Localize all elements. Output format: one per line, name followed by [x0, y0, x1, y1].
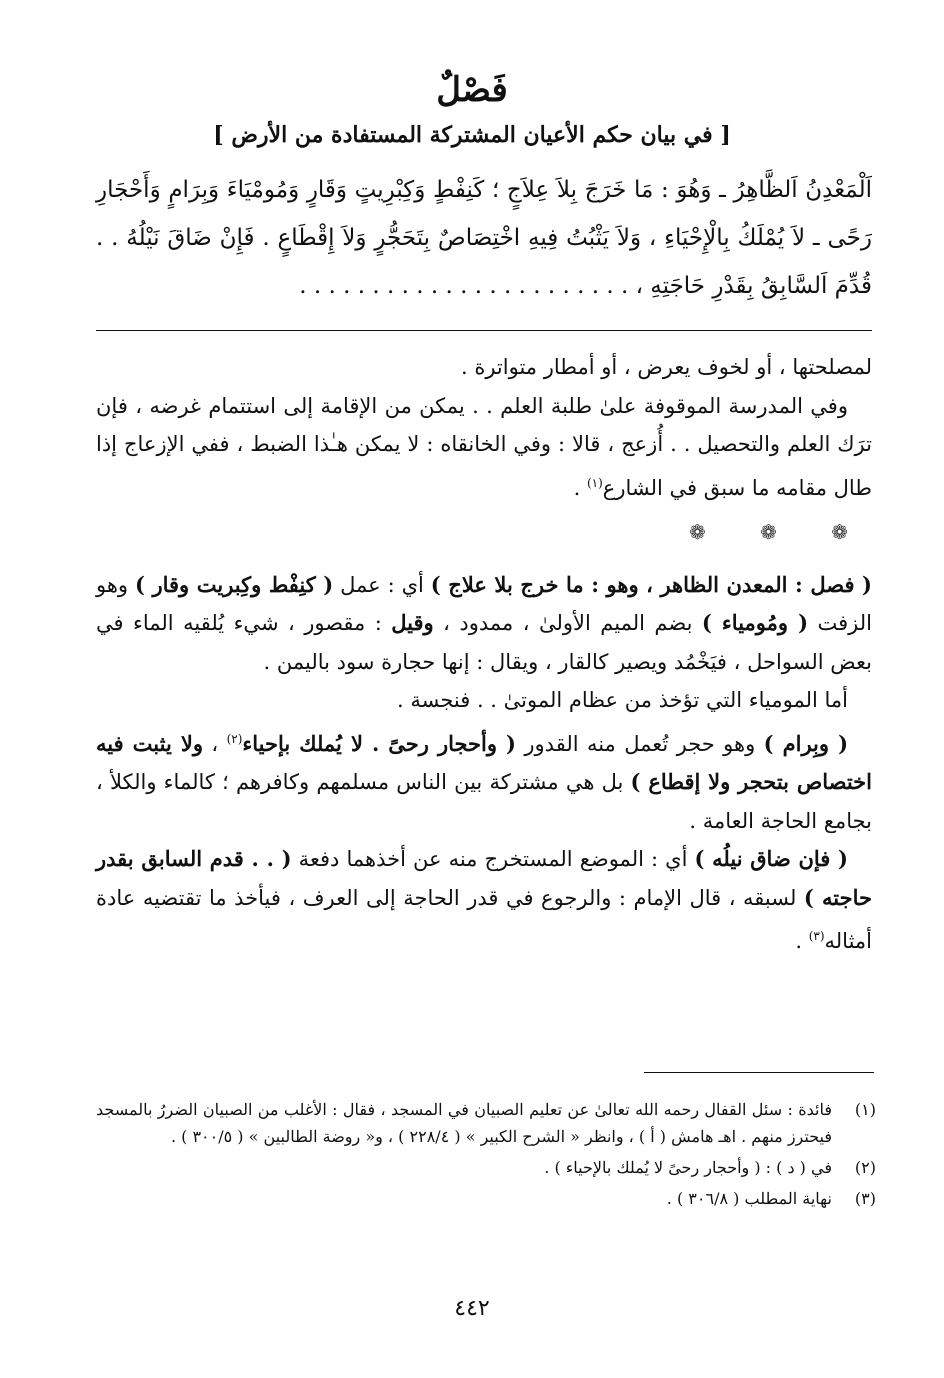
footnote-number: (٢)	[854, 1158, 876, 1177]
footnote-number: (١)	[854, 1100, 876, 1119]
section-heading: فَصْلٌ	[436, 70, 508, 110]
paragraph-text: لسبقه ، قال الإمام : والرجوع في قدر الحاجة إلى العرف ، فيأخذ ما تقتضيه عادة أمثاله	[96, 885, 872, 953]
matn-quote: ( وبِرام )	[763, 730, 848, 756]
matn-quote: ( ومُومياء )	[701, 610, 809, 635]
commentary-paragraph-1	[96, 348, 872, 387]
paragraph-text: أما المومياء التي تؤخذ من عظام الموتىٰ . . فنجسة .	[397, 688, 848, 712]
section-separator-stars: ❁ ❁ ❁	[689, 520, 872, 544]
paragraph-text: أي : الموضع المستخرج منه عن أخذهما دفعة	[291, 847, 695, 871]
page-number: ٤٤٢	[454, 1296, 490, 1321]
footnote-ref-1[interactable]: (١)	[586, 475, 603, 490]
footnote-ref-2[interactable]: (٢)	[226, 731, 243, 746]
footnote-text: نهاية المطلب ( ٣٠٦/٨ ) .	[666, 1189, 832, 1208]
footnote-ref-3[interactable]: (٣)	[808, 929, 825, 943]
commentary-body	[96, 348, 872, 961]
commentary-paragraph-3	[96, 566, 872, 682]
matn-quote: وقيل	[391, 610, 434, 635]
matn-quote: ولا يثبت فيه اختصاص بتحجر ولا إقطاع )	[96, 730, 872, 794]
paragraph-text: وفي المدرسة الموقوفة علىٰ طلبة العلم . . يمكن من الإقامة إلى استتمام غرضه ، فإن ترَك العلم والتحصيل . . أُزعج ، قالا : وفي الخانقاه : لا يمكن هـٰذا الضبط ، ففي الإزعاج إذا طال مقامه ما سبق في الشارع	[96, 393, 872, 500]
matn-quote: ( وأحجار رحىً . لا يُملك بإحياء	[242, 730, 516, 756]
footnote-number: (٣)	[854, 1189, 876, 1208]
commentary-paragraph-5	[96, 720, 872, 841]
paragraph-text: .	[573, 475, 587, 500]
footnote-text: فائدة : سئل القفال رحمه الله تعالىٰ عن تعليم الصبيان في المسجد ، فقال : الأغلب من الصبيان الضررُ بالمسجد فيحترز منهم . اهـ هامش ( أ ) ، وانظر « الشرح الكبير » ( ٢٢٨/٤ ) ، و« روضة الطالبين » ( ٣٠٠/٥ ) .	[96, 1100, 832, 1146]
paragraph-text: .	[795, 929, 809, 953]
paragraph-text: لمصلحتها ، أو لخوف يعرض ، أو أمطار متواترة .	[460, 355, 872, 379]
paragraph-text: ،	[202, 731, 227, 756]
paragraph-text: أي : عمل	[333, 572, 431, 597]
footnote-text: في ( د ) : ( وأحجار رحىً لا يُملك بالإحياء ) .	[544, 1158, 832, 1177]
paragraph-text: وهو الزفت	[96, 572, 872, 635]
commentary-paragraph-6	[96, 840, 872, 961]
matn-quote: ( . . قدم السابق بقدر حاجته )	[96, 846, 872, 910]
paragraph-text: وهو حجر تُعمل منه القدور	[516, 731, 764, 756]
commentary-paragraph-4	[96, 681, 872, 720]
paragraph-text: بل هي مشتركة بين الناس مسلمهم وكافرهم ؛ كالماء والكلأ ، بجامع الحاجة العامة .	[96, 770, 872, 833]
main-text-matn: اَلْمَعْدِنُ اَلظَّاهِرُ ـ وَهُوَ : مَا خَرَجَ بِلاَ عِلاَجٍ ؛ كَنِفْطٍ وَكِبْرِيتٍ وَقَارٍ وَمُومْيَاءَ وَبِرَامٍ وَأَحْجَارِ رَحًى ـ لاَ يُمْلَكُ بِالْإِحْيَاءِ ، وَلاَ يَثْبُتُ فِيهِ اخْتِصَاصٌ بِتَحَجُّرٍ وَلاَ إِقْطَاعٍ . فَإِنْ ضَاقَ نَيْلُهُ . . قُدِّمَ اَلسَّابِقُ بِقَدْرِ حَاجَتِهِ ، . . . . . . . . . . . . . . . . . . . . . . .	[96, 177, 872, 299]
matn-quote: ( فصل : المعدن الظاهر ، وهو : ما خرج بلا علاج )	[430, 571, 872, 597]
footnotes	[96, 1096, 876, 1216]
matn-quote: ( فإن ضاق نيلُه )	[694, 846, 848, 871]
paragraph-text: بضم الميم الأولىٰ ، ممدود ،	[433, 611, 702, 635]
section-subtitle: [ في بيان حكم الأعيان المشتركة المستفادة من الأرض ]	[213, 122, 731, 148]
paragraph-text: : مقصور ، شيء يُلقيه الماء في بعض السواحل ، فيَخْمُد ويصير كالقار ، ويقال : إنها حجارة سود باليمن .	[96, 611, 872, 674]
footnote-3	[96, 1185, 876, 1212]
footnote-1	[96, 1096, 876, 1150]
text-divider	[96, 330, 872, 331]
commentary-paragraph-2	[96, 387, 872, 508]
matn-quote: ( كنِفْط وكِبريت وقار )	[134, 571, 334, 597]
footnote-2	[96, 1154, 876, 1181]
footnote-rule	[644, 1072, 874, 1073]
